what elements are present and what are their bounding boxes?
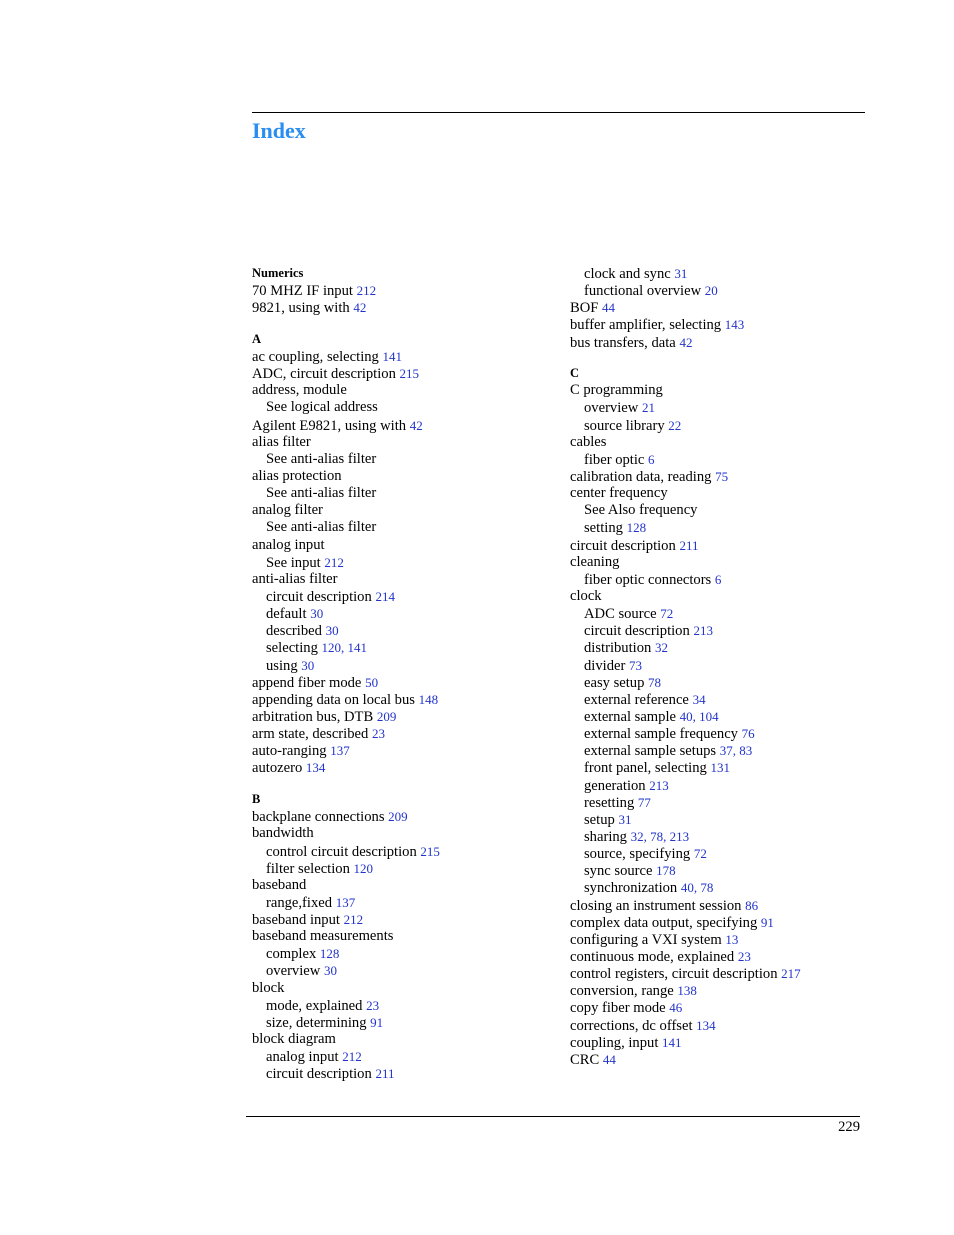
- index-entry: [252, 980, 440, 997]
- page-ref-link[interactable]: 178: [656, 863, 676, 879]
- index-subentry: [570, 639, 801, 656]
- index-entry: [252, 434, 440, 451]
- entry-term: baseband: [252, 876, 307, 893]
- page-ref-link[interactable]: 73: [629, 657, 642, 673]
- index-subentry: [252, 588, 440, 605]
- page-ref-link[interactable]: 91: [370, 1014, 384, 1030]
- index-entry: [252, 571, 440, 588]
- index-entry: [252, 725, 440, 742]
- index-subentry: [252, 997, 440, 1014]
- page-ref-separator: ,: [663, 829, 670, 844]
- footer-rule: [246, 1116, 860, 1117]
- index-subentry: [570, 845, 801, 862]
- entry-term: circuit description: [266, 1066, 372, 1083]
- page-ref-link[interactable]: 212: [342, 1049, 362, 1065]
- index-entry: [252, 348, 440, 365]
- entry-term: appending data on local bus: [252, 691, 415, 708]
- entry-term: external sample frequency: [584, 726, 738, 743]
- page-ref-link[interactable]: 32: [630, 829, 644, 844]
- entry-term: arbitration bus, DTB: [252, 709, 374, 726]
- index-subentry: [252, 485, 440, 502]
- entry-term: external sample: [584, 709, 676, 726]
- page-ref-link[interactable]: 141: [382, 349, 402, 365]
- index-entry: [570, 485, 801, 502]
- page-ref-link[interactable]: 131: [710, 760, 730, 776]
- page-ref-link[interactable]: 30: [323, 963, 337, 979]
- entry-term: ADC source: [584, 606, 657, 623]
- index-entry: [570, 434, 801, 451]
- page-ref-link[interactable]: 128: [319, 946, 340, 962]
- entry-term: See Also frequency: [584, 502, 698, 519]
- page-ref-link[interactable]: 21: [641, 400, 655, 416]
- index-subentry: [252, 622, 440, 639]
- entry-term: See logical address: [266, 399, 378, 416]
- page-ref-link[interactable]: 209: [388, 809, 408, 825]
- index-entry: [570, 948, 801, 965]
- entry-term: Agilent E9821, using with: [252, 417, 407, 434]
- entry-term: synchronization: [584, 880, 678, 897]
- entry-term: bus transfers, data: [570, 334, 676, 351]
- entry-term: buffer amplifier, selecting: [570, 317, 722, 334]
- entry-term: clock and sync: [584, 266, 671, 282]
- entry-term: C programming: [570, 382, 663, 399]
- entry-term: filter selection: [266, 860, 350, 877]
- page-ref-link[interactable]: 134: [696, 1017, 716, 1033]
- page-ref-link[interactable]: 22: [668, 417, 682, 433]
- entry-term: clock: [570, 588, 602, 605]
- page-ref-link[interactable]: 212: [343, 912, 364, 928]
- entry-term: setting: [584, 520, 623, 537]
- entry-term: See input: [266, 554, 321, 571]
- entry-term: arm state, described: [252, 726, 369, 743]
- index-subentry: [570, 571, 801, 588]
- page-ref-link[interactable]: 212: [356, 283, 377, 299]
- page-ref-link[interactable]: 40: [679, 709, 693, 725]
- page-ref-link[interactable]: 120: [321, 640, 342, 656]
- index-entry: [252, 759, 440, 776]
- page-ref-link[interactable]: 44: [602, 1051, 616, 1067]
- index-entry: [252, 808, 440, 825]
- page-ref-separator: ,: [341, 640, 348, 656]
- entry-term: external reference: [584, 691, 689, 708]
- page-ref-link[interactable]: 34: [692, 691, 706, 707]
- entry-term: corrections, dc offset: [570, 1017, 693, 1034]
- page-ref-link[interactable]: 134: [305, 760, 326, 776]
- index-subentry: [570, 725, 801, 742]
- entry-term: ADC, circuit description: [252, 366, 396, 383]
- index-entry: [252, 877, 440, 894]
- entry-term: circuit description: [266, 589, 372, 606]
- page-ref-link[interactable]: 137: [335, 894, 356, 910]
- index-subentry: [570, 519, 801, 536]
- index-entry: [252, 674, 440, 691]
- page-ref-link[interactable]: 23: [366, 997, 380, 1013]
- page-ref-link[interactable]: 143: [724, 317, 745, 333]
- page-ref-link[interactable]: 50: [365, 674, 379, 690]
- entry-term: setup: [584, 811, 615, 828]
- entry-term: continuous mode, explained: [570, 948, 735, 965]
- page-ref-link[interactable]: 215: [399, 366, 420, 382]
- entry-term: resetting: [584, 794, 635, 811]
- entry-term: fiber optic connectors: [584, 571, 712, 588]
- index-subentry: [570, 657, 801, 674]
- index-subentry: [570, 417, 801, 434]
- section-header: [252, 791, 440, 808]
- page-number: 229: [838, 1119, 860, 1135]
- page-ref-link[interactable]: 31: [618, 811, 632, 827]
- index-subentry: [570, 879, 801, 896]
- page-ref-link[interactable]: 42: [353, 300, 367, 316]
- page-ref-link[interactable]: 211: [375, 1066, 395, 1082]
- header-rule: [252, 112, 865, 113]
- index-entry: [570, 588, 801, 605]
- entry-term: control registers, circuit description: [570, 966, 778, 983]
- index-entry: [252, 282, 440, 299]
- page-ref-link[interactable]: 212: [324, 554, 344, 570]
- page-ref-link[interactable]: 32: [654, 640, 668, 656]
- entry-term: autozero: [252, 760, 303, 777]
- page-ref-separator: ,: [732, 743, 740, 759]
- index-subentry: [252, 1065, 440, 1082]
- index-entry: [252, 742, 440, 759]
- index-entry: [570, 334, 801, 351]
- section-gap: [252, 316, 440, 331]
- index-subentry: [570, 674, 801, 691]
- index-subentry: [252, 843, 440, 860]
- page-ref-separator: ,: [692, 709, 700, 725]
- index-subentry: [570, 622, 801, 639]
- index-subentry: [252, 1014, 440, 1031]
- index-column-right: [570, 265, 801, 1068]
- index-subentry: [252, 554, 440, 571]
- entry-term: functional overview: [584, 283, 702, 300]
- entry-term: source, specifying: [584, 846, 691, 863]
- entry-term: address, module: [252, 382, 347, 399]
- index-subentry: [570, 605, 801, 622]
- entry-term: control circuit description: [266, 843, 417, 860]
- entry-term: circuit description: [584, 623, 690, 640]
- index-entry: [252, 928, 440, 945]
- index-entry: [252, 299, 440, 316]
- page-ref-link[interactable]: 23: [371, 726, 385, 742]
- page-ref-link[interactable]: 72: [660, 606, 674, 622]
- page-ref-link[interactable]: 138: [677, 983, 697, 999]
- index-entry: [252, 825, 440, 842]
- index-entry: [570, 897, 801, 914]
- page-ref-link[interactable]: 137: [330, 743, 350, 759]
- index-entry: [570, 914, 801, 931]
- entry-term: mode, explained: [266, 997, 363, 1014]
- index-entry: [570, 1017, 801, 1034]
- page-ref-link[interactable]: 104: [699, 709, 719, 725]
- page-ref-link[interactable]: 44: [602, 300, 616, 316]
- entry-term: range,fixed: [266, 894, 333, 911]
- index-entry: [570, 1034, 801, 1051]
- entry-term: divider: [584, 657, 626, 674]
- index-entry: [252, 1031, 440, 1048]
- page-ref-link[interactable]: 86: [745, 897, 759, 913]
- index-entry: [252, 365, 440, 382]
- page-ref-separator: ,: [643, 829, 651, 844]
- entry-term: Numerics: [252, 266, 304, 280]
- index-subentry: [570, 862, 801, 879]
- entry-term: front panel, selecting: [584, 760, 707, 777]
- index-entry: [252, 691, 440, 708]
- entry-term: auto-ranging: [252, 743, 327, 760]
- index-subentry: [570, 282, 801, 299]
- page-ref-link[interactable]: 209: [376, 709, 397, 725]
- entry-term: append fiber mode: [252, 674, 362, 691]
- index-entry: [252, 911, 440, 928]
- entry-term: overview: [266, 963, 321, 980]
- entry-term: distribution: [584, 640, 652, 657]
- entry-term: easy setup: [584, 674, 645, 691]
- index-subentry: [252, 605, 440, 622]
- entry-term: C: [570, 366, 580, 381]
- entry-term: generation: [584, 777, 646, 794]
- index-subentry: [252, 860, 440, 877]
- index-subentry: [252, 657, 440, 674]
- page-ref-link[interactable]: 42: [409, 417, 423, 433]
- page-ref-link[interactable]: 72: [693, 846, 707, 862]
- page-ref-link[interactable]: 78: [700, 880, 714, 896]
- index-subentry: [252, 1048, 440, 1065]
- page-ref-link[interactable]: 213: [669, 829, 690, 844]
- entry-term: cleaning: [570, 553, 620, 570]
- entry-term: analog filter: [252, 502, 323, 519]
- entry-term: overview: [584, 400, 639, 417]
- entry-term: sync source: [584, 863, 653, 880]
- page-ref-link[interactable]: 211: [679, 537, 699, 553]
- page-ref-link[interactable]: 40: [680, 880, 694, 896]
- index-subentry: [570, 811, 801, 828]
- index-subentry: [252, 894, 440, 911]
- index-subentry: [252, 451, 440, 468]
- page-ref-link[interactable]: 13: [725, 931, 739, 947]
- index-subentry: [252, 962, 440, 979]
- section-header: [570, 365, 801, 382]
- entry-term: 70 MHZ IF input: [252, 283, 353, 300]
- index-entry: [570, 554, 801, 571]
- page-ref-link[interactable]: 6: [714, 571, 722, 587]
- page-ref-link[interactable]: 141: [347, 640, 368, 656]
- index-entry: [252, 502, 440, 519]
- index-column-left: [252, 265, 440, 1082]
- index-subentry: [570, 828, 801, 845]
- index-subentry: [570, 777, 801, 794]
- entry-term: anti-alias filter: [252, 570, 338, 587]
- index-subentry: [252, 399, 440, 416]
- entry-term: size, determining: [266, 1014, 367, 1031]
- page-ref-link[interactable]: 213: [649, 777, 669, 793]
- page-ref-link[interactable]: 78: [650, 829, 664, 844]
- index-entry: [570, 382, 801, 399]
- page-ref-link[interactable]: 20: [704, 283, 718, 299]
- entry-term: fiber optic: [584, 451, 645, 468]
- entry-term: complex data output, specifying: [570, 914, 758, 931]
- page-ref-link[interactable]: 120: [353, 860, 374, 876]
- section-header: [252, 265, 440, 282]
- index-entry: [252, 537, 440, 554]
- index-entry: [570, 999, 801, 1016]
- entry-term: cables: [570, 433, 607, 450]
- index-subentry: [252, 639, 440, 656]
- entry-term: baseband input: [252, 912, 340, 929]
- index-entry: [570, 931, 801, 948]
- entry-term: CRC: [570, 1051, 600, 1068]
- index-subentry: [570, 502, 801, 519]
- section-gap: [252, 777, 440, 792]
- entry-term: BOF: [570, 300, 599, 317]
- entry-term: center frequency: [570, 485, 668, 502]
- index-subentry: [570, 265, 801, 282]
- entry-term: B: [252, 792, 261, 807]
- page-ref-link[interactable]: 78: [648, 674, 662, 690]
- page-ref-link[interactable]: 31: [674, 266, 688, 281]
- page-ref-link[interactable]: 214: [375, 589, 395, 605]
- entry-term: circuit description: [570, 537, 676, 554]
- page-ref-link[interactable]: 75: [715, 469, 729, 485]
- entry-term: alias protection: [252, 468, 342, 485]
- entry-term: baseband measurements: [252, 928, 394, 945]
- entry-term: coupling, input: [570, 1034, 659, 1051]
- entry-term: See anti-alias filter: [266, 519, 377, 536]
- page-ref-link[interactable]: 6: [648, 451, 655, 467]
- entry-term: alias filter: [252, 433, 311, 450]
- entry-term: analog input: [252, 536, 325, 553]
- page-ref-link[interactable]: 30: [325, 623, 339, 639]
- index-subentry: [570, 691, 801, 708]
- section-gap: [570, 351, 801, 366]
- entry-term: default: [266, 606, 307, 623]
- page-ref-link[interactable]: 217: [781, 966, 801, 982]
- index-subentry: [252, 519, 440, 536]
- entry-term: backplane connections: [252, 809, 385, 826]
- page-ref-link[interactable]: 215: [420, 843, 440, 859]
- entry-term: bandwidth: [252, 825, 314, 842]
- page-ref-link[interactable]: 30: [301, 657, 315, 673]
- page-ref-link[interactable]: 30: [310, 606, 324, 622]
- entry-term: complex: [266, 946, 317, 963]
- page-ref-link[interactable]: 42: [679, 334, 693, 350]
- entry-term: calibration data, reading: [570, 469, 712, 486]
- index-subentry: [570, 399, 801, 416]
- page-title: Index: [252, 118, 306, 143]
- page-ref-link[interactable]: 83: [739, 743, 753, 759]
- index-entry: [252, 382, 440, 399]
- page-ref-link[interactable]: 91: [760, 914, 774, 930]
- page-ref-link[interactable]: 213: [693, 623, 713, 639]
- index-subentry: [570, 451, 801, 468]
- index-entry: [252, 417, 440, 434]
- index-subentry: [570, 759, 801, 776]
- page-ref-link[interactable]: 148: [418, 691, 439, 707]
- entry-term: block diagram: [252, 1031, 336, 1048]
- entry-term: using: [266, 657, 298, 674]
- page-ref-link[interactable]: 23: [737, 948, 751, 964]
- entry-term: described: [266, 623, 322, 640]
- page-ref-separator: ,: [693, 880, 701, 896]
- index-entry: [252, 708, 440, 725]
- page-ref-link[interactable]: 128: [626, 520, 647, 536]
- entry-term: block: [252, 979, 285, 996]
- entry-term: See anti-alias filter: [266, 485, 377, 502]
- entry-term: closing an instrument session: [570, 897, 742, 914]
- index-subentry: [570, 708, 801, 725]
- page-ref-link[interactable]: 76: [741, 726, 755, 742]
- index-entry: [570, 316, 801, 333]
- index-subentry: [252, 945, 440, 962]
- entry-term: configuring a VXI system: [570, 931, 722, 948]
- index-subentry: [570, 794, 801, 811]
- page-ref-link[interactable]: 77: [637, 794, 651, 810]
- page-ref-link[interactable]: 141: [662, 1034, 682, 1050]
- index-entry: [570, 965, 801, 982]
- entry-term: external sample setups: [584, 743, 717, 760]
- index-entry: [252, 468, 440, 485]
- index-entry: [570, 537, 801, 554]
- entry-term: copy fiber mode: [570, 1000, 666, 1017]
- index-entry: [570, 982, 801, 999]
- entry-term: A: [252, 331, 262, 346]
- index-subentry: [570, 742, 801, 759]
- index-entry: [570, 1051, 801, 1068]
- entry-term: conversion, range: [570, 983, 674, 1000]
- entry-term: See anti-alias filter: [266, 450, 377, 467]
- entry-term: analog input: [266, 1049, 339, 1066]
- entry-term: selecting: [266, 640, 318, 657]
- section-header: [252, 331, 440, 348]
- index-entry: [570, 299, 801, 316]
- page-ref-link[interactable]: 37: [719, 743, 733, 759]
- entry-term: source library: [584, 417, 665, 434]
- page-ref-link[interactable]: 46: [669, 1000, 683, 1016]
- entry-term: sharing: [584, 829, 627, 845]
- index-entry: [570, 468, 801, 485]
- entry-term: ac coupling, selecting: [252, 349, 379, 366]
- entry-term: 9821, using with: [252, 300, 350, 317]
